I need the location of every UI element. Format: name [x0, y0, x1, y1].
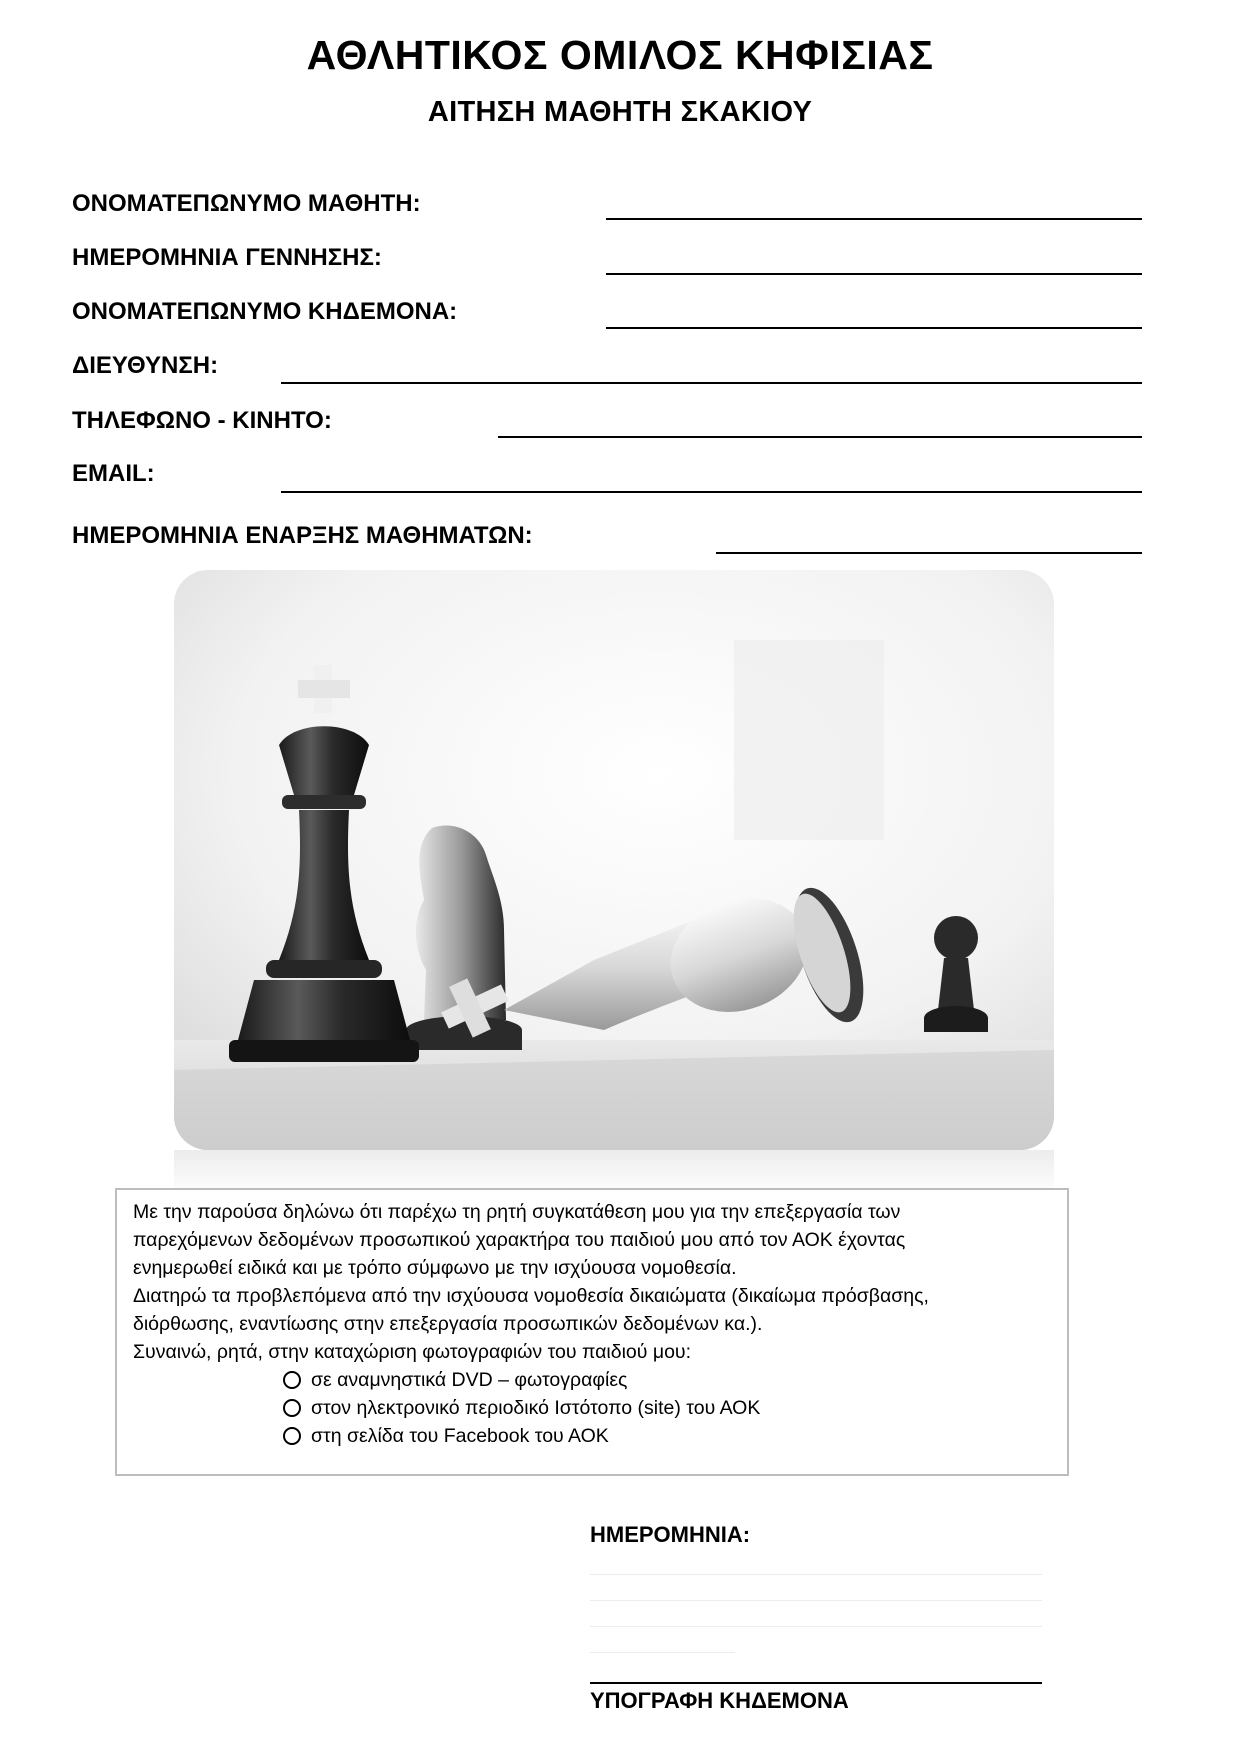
guardian-name-field[interactable] [606, 327, 1142, 329]
consent-line-4: Διατηρώ τα προβλεπόμενα από την ισχύουσα νομοθεσία δικαιώματα (δικαίωμα πρόσβασης, [133, 1285, 929, 1307]
consent-line-1: Με την παρούσα δηλώνω ότι παρέχω τη ρητή συγκατάθεση μου για την επεξεργασία των [133, 1201, 901, 1223]
radio-icon[interactable] [283, 1427, 301, 1445]
consent-option-facebook[interactable] [283, 1422, 760, 1450]
date-line[interactable] [590, 1652, 735, 1653]
phone-label: ΤΗΛΕΦΩΝΟ - ΚΙΝΗΤΟ: [72, 407, 332, 434]
birth-date-field[interactable] [606, 273, 1142, 275]
consent-option-site-label: στον ηλεκτρονικό περιοδικό Ιστότοπο (site) του ΑΟΚ [311, 1396, 761, 1419]
form-subtitle: ΑΙΤΗΣΗ ΜΑΘΗΤΗ ΣΚΑΚΙΟΥ [427, 96, 813, 128]
consent-line-5: διόρθωσης, εναντίωσης στην επεξεργασία προσωπικών δεδομένων κα.). [133, 1313, 763, 1335]
email-field[interactable] [281, 491, 1142, 493]
address-field[interactable] [281, 382, 1142, 384]
consent-option-site[interactable] [283, 1394, 760, 1422]
date-line[interactable] [590, 1600, 1042, 1601]
chess-photo [174, 570, 1054, 1150]
signature-label: ΥΠΟΓΡΑΦΗ ΚΗΔΕΜΟΝΑ [590, 1688, 849, 1713]
consent-line-6: Συναινώ, ρητά, στην καταχώριση φωτογραφιών του παιδιού μου: [133, 1341, 692, 1363]
birth-date-label: ΗΜΕΡΟΜΗΝΙΑ ΓΕΝΝΗΣΗΣ: [72, 244, 382, 271]
phone-field[interactable] [498, 436, 1142, 438]
date-label: ΗΜΕΡΟΜΗΝΙΑ: [590, 1522, 751, 1547]
student-name-field[interactable] [606, 218, 1142, 220]
start-date-label: ΗΜΕΡΟΜΗΝΙΑ ΕΝΑΡΞΗΣ ΜΑΘΗΜΑΤΩΝ: [72, 522, 533, 549]
radio-icon[interactable] [283, 1371, 301, 1389]
signature-line[interactable] [590, 1682, 1042, 1684]
consent-option-dvd[interactable] [283, 1366, 760, 1394]
student-name-label: ΟΝΟΜΑΤΕΠΩΝΥΜΟ ΜΑΘΗΤΗ: [72, 190, 421, 217]
date-line[interactable] [590, 1574, 1042, 1575]
radio-icon[interactable] [283, 1399, 301, 1417]
guardian-name-label: ΟΝΟΜΑΤΕΠΩΝΥΜΟ ΚΗΔΕΜΟΝΑ: [72, 298, 458, 325]
consent-line-2: παρεχόμενων δεδομένων προσωπικού χαρακτήρα του παιδιού μου από τον ΑΟΚ έχοντας [133, 1229, 906, 1251]
address-label: ΔΙΕΥΘΥΝΣΗ: [72, 352, 219, 379]
club-title: ΑΘΛΗΤΙΚΟΣ ΟΜΙΛΟΣ ΚΗΦΙΣΙΑΣ [306, 32, 934, 78]
consent-box [115, 1188, 1069, 1476]
date-line[interactable] [590, 1626, 1042, 1627]
email-label: EMAIL: [72, 460, 155, 487]
start-date-field[interactable] [716, 552, 1142, 554]
photo-consent-options [283, 1366, 760, 1450]
consent-option-dvd-label: σε αναμνηστικά DVD – φωτογραφίες [311, 1368, 628, 1391]
consent-line-3: ενημερωθεί ειδικά και με τρόπο σύμφωνο με την ισχύουσα νομοθεσία. [133, 1257, 737, 1279]
consent-option-facebook-label: στη σελίδα του Facebook του ΑΟΚ [311, 1424, 609, 1447]
